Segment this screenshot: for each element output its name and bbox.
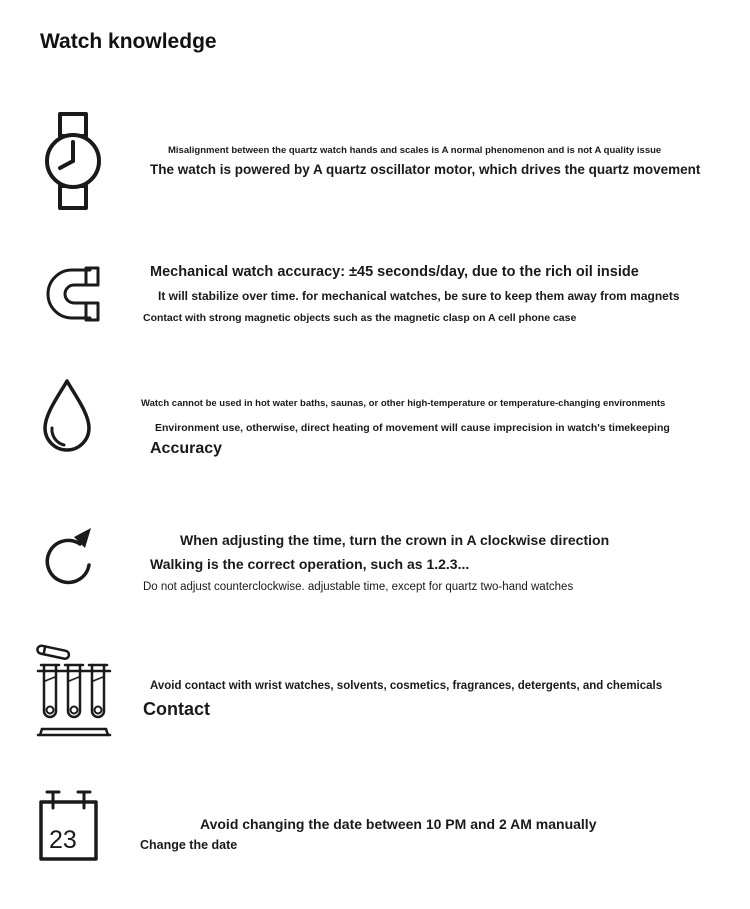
test-tubes-icon (36, 643, 112, 741)
section-temperature (0, 378, 750, 488)
contact-heading: Contact (143, 699, 210, 719)
quartz-main-text: The watch is powered by A quartz oscillator motor, which drives the quartz movement (150, 162, 701, 177)
magnet-note-text: Contact with strong magnetic objects such as the magnetic clasp on A cell phone case (143, 312, 577, 324)
magnet-main-text: Mechanical watch accuracy: ±45 seconds/day, due to the rich oil inside (150, 264, 639, 280)
magnet-sub-text: It will stabilize over time. for mechanical watches, be sure to keep them away from magnets (158, 289, 680, 303)
crown-note-text: Do not adjust counterclockwise. adjustable time, except for quartz two-hand watches (143, 581, 574, 593)
calendar-icon (38, 788, 100, 864)
date-sub-text: Change the date (140, 838, 238, 852)
quartz-note-text: Misalignment between the quartz watch hands and scales is A normal phenomenon and is not A quality issue (168, 145, 662, 156)
crown-sub-text: Walking is the correct operation, such as 1.2.3... (150, 556, 470, 572)
section-chemical-contact (0, 643, 750, 748)
temperature-sub-text: Environment use, otherwise, direct heating of movement will cause imprecision in watch's timekeeping (155, 422, 670, 434)
section-quartz-movement (0, 112, 750, 222)
magnet-icon (40, 266, 102, 322)
temperature-note-text: Watch cannot be used in hot water baths, saunas, or other high-temperature or temperature-changing environments (141, 398, 666, 409)
crown-main-text: When adjusting the time, turn the crown in A clockwise direction (180, 532, 610, 548)
watch-icon (44, 112, 102, 210)
section-magnetism (0, 258, 750, 348)
accuracy-heading: Accuracy (150, 440, 223, 457)
chemicals-note-text: Avoid contact with wrist watches, solvents, cosmetics, fragrances, detergents, and chemicals (150, 680, 663, 692)
section-date-change (0, 786, 750, 886)
water-drop-icon (40, 378, 94, 456)
section-crown-adjustment (0, 520, 750, 610)
calendar-day-number: 23 (49, 826, 77, 854)
date-main-text: Avoid changing the date between 10 PM and 2 AM manually (200, 816, 597, 832)
clockwise-arrow-icon (42, 525, 100, 591)
page-title: Watch knowledge (40, 30, 217, 53)
